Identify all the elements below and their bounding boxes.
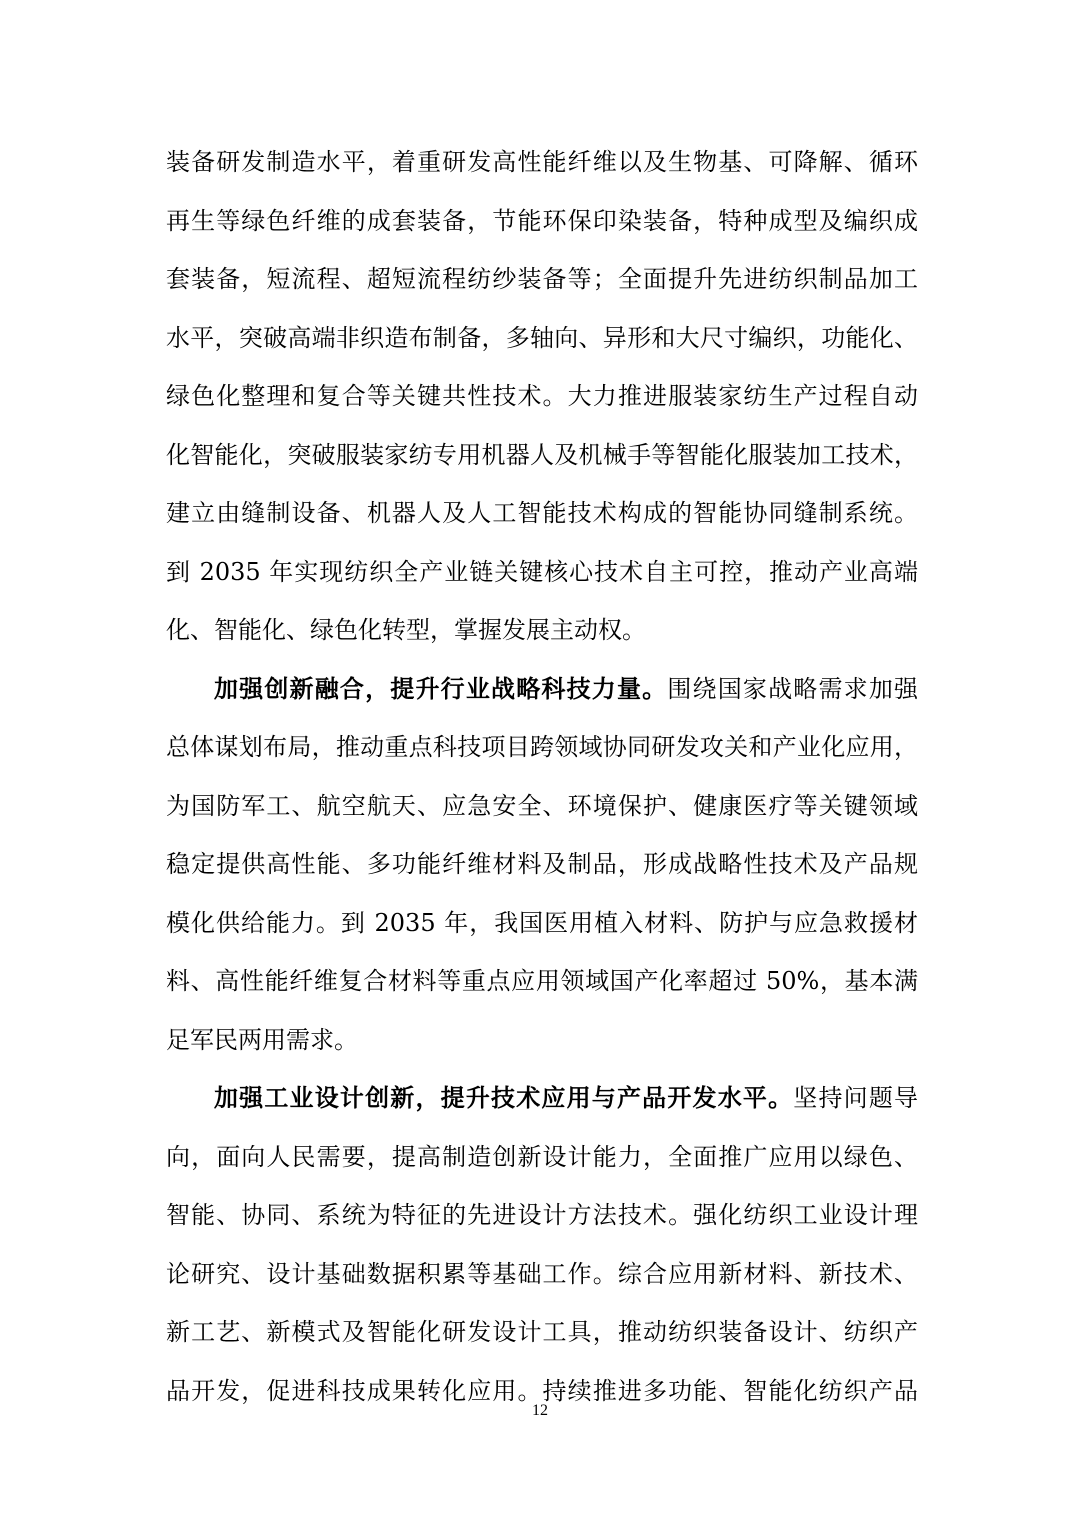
paragraph-1-line-4: 水平，突破高端非织造布制备，多轴向、异形和大尺寸编织，功能化、 [166, 323, 918, 352]
paragraph-1-line-2: 再生等绿色纤维的成套装备，节能环保印染装备，特种成型及编织成 [166, 206, 918, 235]
paragraph-2-heading: 加强创新融合，提升行业战略科技力量。 [214, 673, 668, 703]
paragraph-2-line-5: 模化供给能力。到 2035 年，我国医用植入材料、防护与应急救援材 [166, 908, 918, 937]
paragraph-1-line-7: 建立由缝制设备、机器人及人工智能技术构成的智能协同缝制系统。 [166, 499, 918, 527]
paragraph-3-line-2: 向，面向人民需要，提高制造创新设计能力，全面推广应用以绿色、 [166, 1142, 918, 1171]
paragraph-3-first-text: 坚持问题导 [793, 1084, 919, 1112]
body-text [166, 133, 918, 1420]
paragraph-2-line-4: 稳定提供高性能、多功能纤维材料及制品，形成战略性技术及产品规 [166, 850, 918, 878]
paragraph-2-line-6: 料、高性能纤维复合材料等重点应用领域国产化率超过 50%，基本满 [166, 967, 918, 995]
paragraph-1-line-8: 到 2035 年实现纺织全产业链关键核心技术自主可控，推动产业高端 [166, 557, 918, 586]
paragraph-1-line-6: 化智能化，突破服装家纺专用机器人及机械手等智能化服装加工技术， [166, 440, 918, 469]
paragraph-3-line-6: 品开发，促进科技成果转化应用。持续推进多功能、智能化纺织产品 [166, 1376, 918, 1405]
paragraph-2-line-3: 为国防军工、航空航天、应急安全、环境保护、健康医疗等关键领域 [166, 791, 918, 820]
paragraph-3-heading: 加强工业设计创新，提升技术应用与产品开发水平。 [214, 1083, 794, 1112]
page-number: 12 [532, 1402, 548, 1419]
paragraph-1-line-3: 套装备，短流程、超短流程纺纱装备等；全面提升先进纺织制品加工 [166, 265, 918, 293]
paragraph-2-line-2: 总体谋划布局，推动重点科技项目跨领域协同研发攻关和产业化应用， [166, 733, 918, 761]
paragraph-3-line-3: 智能、协同、系统为特征的先进设计方法技术。强化纺织工业设计理 [166, 1201, 918, 1229]
paragraph-2-first-text: 围绕国家战略需求加强 [667, 674, 919, 703]
paragraph-1-line-9: 化、智能化、绿色化转型，掌握发展主动权。 [166, 616, 646, 644]
paragraph-3-line-1 [166, 1069, 918, 1128]
paragraph-2-line-1 [166, 660, 918, 719]
paragraph-2-line-7: 足军民两用需求。 [166, 1025, 358, 1054]
paragraph-1-line-1: 装备研发制造水平，着重研发高性能纤维以及生物基、可降解、循环 [166, 148, 918, 176]
paragraph-3-line-5: 新工艺、新模式及智能化研发设计工具，推动纺织装备设计、纺织产 [166, 1318, 918, 1346]
paragraph-1-line-5: 绿色化整理和复合等关键共性技术。大力推进服装家纺生产过程自动 [166, 382, 918, 410]
paragraph-3-line-4: 论研究、设计基础数据积累等基础工作。综合应用新材料、新技术、 [166, 1259, 918, 1288]
